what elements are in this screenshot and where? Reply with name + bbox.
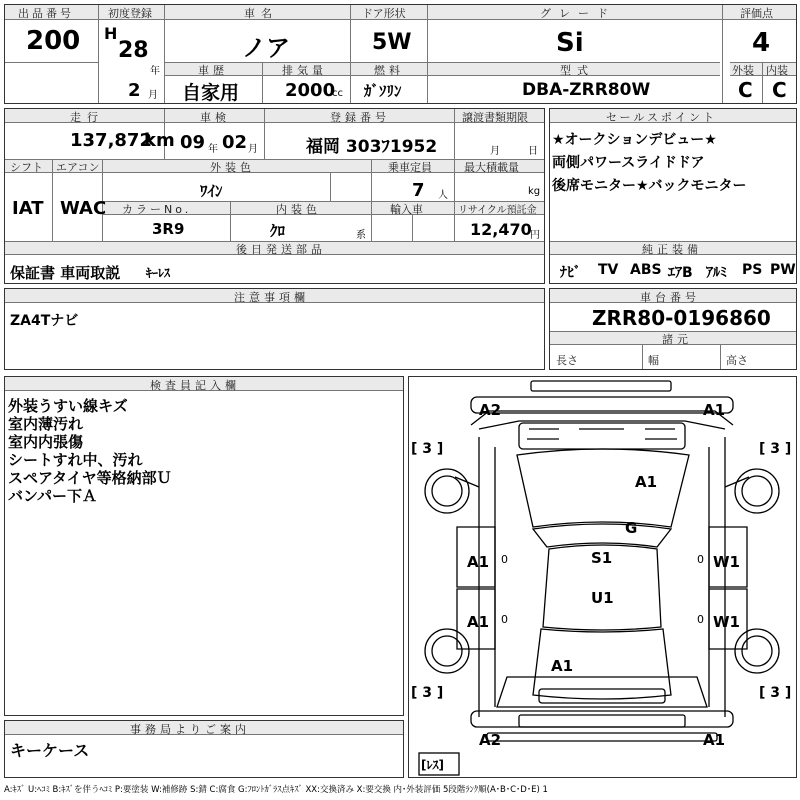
model: DBA-ZRR80W (522, 80, 651, 100)
chassis-number: ZRR80-0196860 (592, 306, 771, 330)
mileage-unit: km (144, 130, 175, 151)
capacity-unit: 人 (438, 190, 448, 201)
later-parts-small: ｷｰﾚｽ (146, 266, 171, 280)
lot-number: 200 (26, 26, 81, 56)
tire-rl-value: [ 3 ] (411, 685, 444, 701)
inspector-line-4: シートすれ中、汚れ (8, 451, 143, 469)
car-name: ノア (242, 34, 290, 62)
int-color-label: 内装色 (276, 203, 321, 216)
notes-text: ZA4Tナビ (10, 313, 79, 329)
sales-line-1: ★オークションデビュー★ (552, 132, 717, 148)
mark-left-front-door: A1 (467, 553, 490, 571)
mark-front-right: A1 (703, 401, 726, 419)
tire-rr-value: [ 3 ] (759, 685, 792, 701)
mark-windshield: G (625, 519, 638, 537)
equip-tv: TV (598, 262, 619, 278)
inspection-year: 09 (180, 132, 206, 153)
interior-label: 内装 (766, 64, 788, 77)
mileage: 137,872 (70, 130, 152, 151)
shift-label: シフト (10, 161, 43, 174)
grade: Si (556, 28, 584, 58)
width-label: 幅 (648, 354, 659, 367)
shift: IAT (12, 198, 44, 219)
mark-right-rear-door: W1 (713, 613, 740, 631)
inspector-line-2: 室内薄汚れ (8, 415, 84, 433)
lot-label: 出品番号 (18, 7, 74, 20)
fuel-label: 燃料 (374, 64, 404, 77)
inspection-label: 車検 (200, 111, 230, 124)
equip-ps: PS (742, 262, 763, 278)
reg-number-label: 登録番号 (330, 111, 390, 124)
recycle-unit: 円 (530, 230, 540, 241)
grade-label: グレード (540, 7, 616, 20)
equip-airbag: ｴｱB (668, 265, 693, 281)
equip-alloy: ｱﾙﾐ (706, 265, 727, 281)
year-unit: 年 (150, 66, 160, 77)
load-unit: kg (528, 186, 541, 197)
displacement-label: 排気量 (282, 64, 327, 77)
era: H (104, 24, 118, 43)
door-type: 5W (372, 30, 412, 55)
sales-line-3: 後席モニター★バックモニター (552, 178, 747, 194)
inspector-line-1: 外装うすい線キズ (8, 397, 128, 415)
sales-label: セールスポイント (606, 111, 718, 124)
tire-fl-value: [ 3 ] (411, 441, 444, 457)
notes-label: 注意事項欄 (234, 291, 309, 304)
door-label: ドア形状 (362, 7, 406, 20)
displacement-unit: cc (332, 88, 343, 99)
car-diagram (408, 376, 797, 778)
mark-right-front-door: W1 (713, 553, 740, 571)
inspector-line-5: スペアタイヤ等格納部Ｕ (8, 469, 172, 487)
mark-hood: A1 (635, 473, 658, 491)
mark-roof-rear: U1 (591, 589, 614, 607)
history-label: 車歴 (198, 64, 228, 77)
zero-left-1: 0 (501, 553, 508, 566)
equip-label: 純正装備 (642, 243, 702, 256)
color: ﾜｲﾝ (200, 182, 223, 200)
car-name-label: 車名 (244, 7, 278, 20)
recycle-label: リサイクル預託金 (458, 205, 537, 216)
ac-label: エアコン (56, 161, 100, 174)
spare-tire-value: [ﾚｽ] (421, 758, 444, 772)
sales-line-2: 両側パワースライドドア (552, 155, 705, 171)
transfer-label: 譲渡書類期限 (462, 111, 528, 124)
zero-right-1: 0 (697, 553, 704, 566)
inspector-line-6: バンパー下Ａ (8, 487, 97, 505)
reg-year: 28 (118, 38, 149, 63)
later-parts-label: 後日発送部品 (236, 243, 326, 256)
inspector-label: 検査員記入欄 (150, 379, 240, 392)
equip-navi: ﾅﾋﾞ (560, 265, 581, 281)
mileage-label: 走行 (70, 111, 104, 124)
color-no-label: カラーNo. (122, 203, 192, 216)
zero-left-2: 0 (501, 613, 508, 626)
month-unit: 月 (148, 90, 158, 101)
zero-right-2: 0 (697, 613, 704, 626)
load-label: 最大積載量 (464, 161, 519, 174)
mark-front-left: A2 (479, 401, 502, 419)
color-label: 外装色 (210, 161, 255, 174)
fuel: ｶﾞｿﾘﾝ (364, 82, 402, 100)
color-no: 3R9 (152, 220, 185, 238)
recycle: 12,470 (470, 220, 532, 239)
inspection-month: 02 (222, 132, 248, 153)
legend: A:ｷｽﾞ U:ﾍｺﾐ B:ｷｽﾞを伴うﾍｺﾐ P:要塗装 W:補修跡 S:錆 C:腐食 G:ﾌﾛﾝﾄｶﾞﾗｽ点ｷｽﾞ XX:交換済み X:要交換 内･外装評価 5段階ﾗﾝｸ順(A･B･C･D･E) 1 (4, 785, 548, 795)
reg-number: 福岡 303ﾌ1952 (306, 137, 438, 157)
mark-left-rear-door: A1 (467, 613, 490, 631)
length-label: 長さ (556, 354, 578, 367)
mark-tailgate: A1 (551, 657, 574, 675)
later-parts: 保証書 車両取説 (10, 264, 121, 282)
tire-fr-value: [ 3 ] (759, 441, 792, 457)
displacement: 2000 (285, 80, 336, 101)
capacity: 7 (412, 180, 425, 201)
equip-abs: ABS (630, 262, 662, 278)
history: 自家用 (182, 82, 240, 104)
first-reg-label: 初度登録 (108, 7, 152, 20)
mark-rear-right: A1 (703, 731, 726, 749)
inspection-month-unit: 月 (248, 144, 258, 155)
exterior-label: 外装 (732, 64, 754, 77)
model-label: 型式 (560, 64, 594, 77)
int-color: ｸﾛ (270, 222, 286, 240)
capacity-label: 乗車定員 (388, 161, 432, 174)
office-label: 事務局よりご案内 (130, 723, 250, 736)
spec-label: 諸元 (662, 333, 692, 346)
score: 4 (752, 28, 771, 58)
interior-grade: C (772, 78, 787, 102)
inspector-line-3: 室内内張傷 (8, 433, 84, 451)
chassis-label: 車台番号 (640, 291, 700, 304)
mark-roof: S1 (591, 549, 613, 567)
transfer-day-unit: 日 (528, 146, 538, 157)
equip-pw: PW (770, 262, 796, 278)
reg-month: 2 (128, 80, 141, 101)
exterior-grade: C (738, 78, 753, 102)
transfer-month-unit: 月 (490, 146, 500, 157)
height-label: 高さ (726, 354, 748, 367)
inspection-year-unit: 年 (208, 144, 218, 155)
import-label: 輸入車 (390, 203, 423, 216)
score-label: 評価点 (740, 7, 773, 20)
int-color-unit: 系 (356, 230, 366, 241)
mark-rear-left: A2 (479, 731, 502, 749)
office-text: キーケース (10, 741, 90, 760)
ac: WAC (60, 198, 107, 219)
car-outline-svg (409, 377, 796, 777)
